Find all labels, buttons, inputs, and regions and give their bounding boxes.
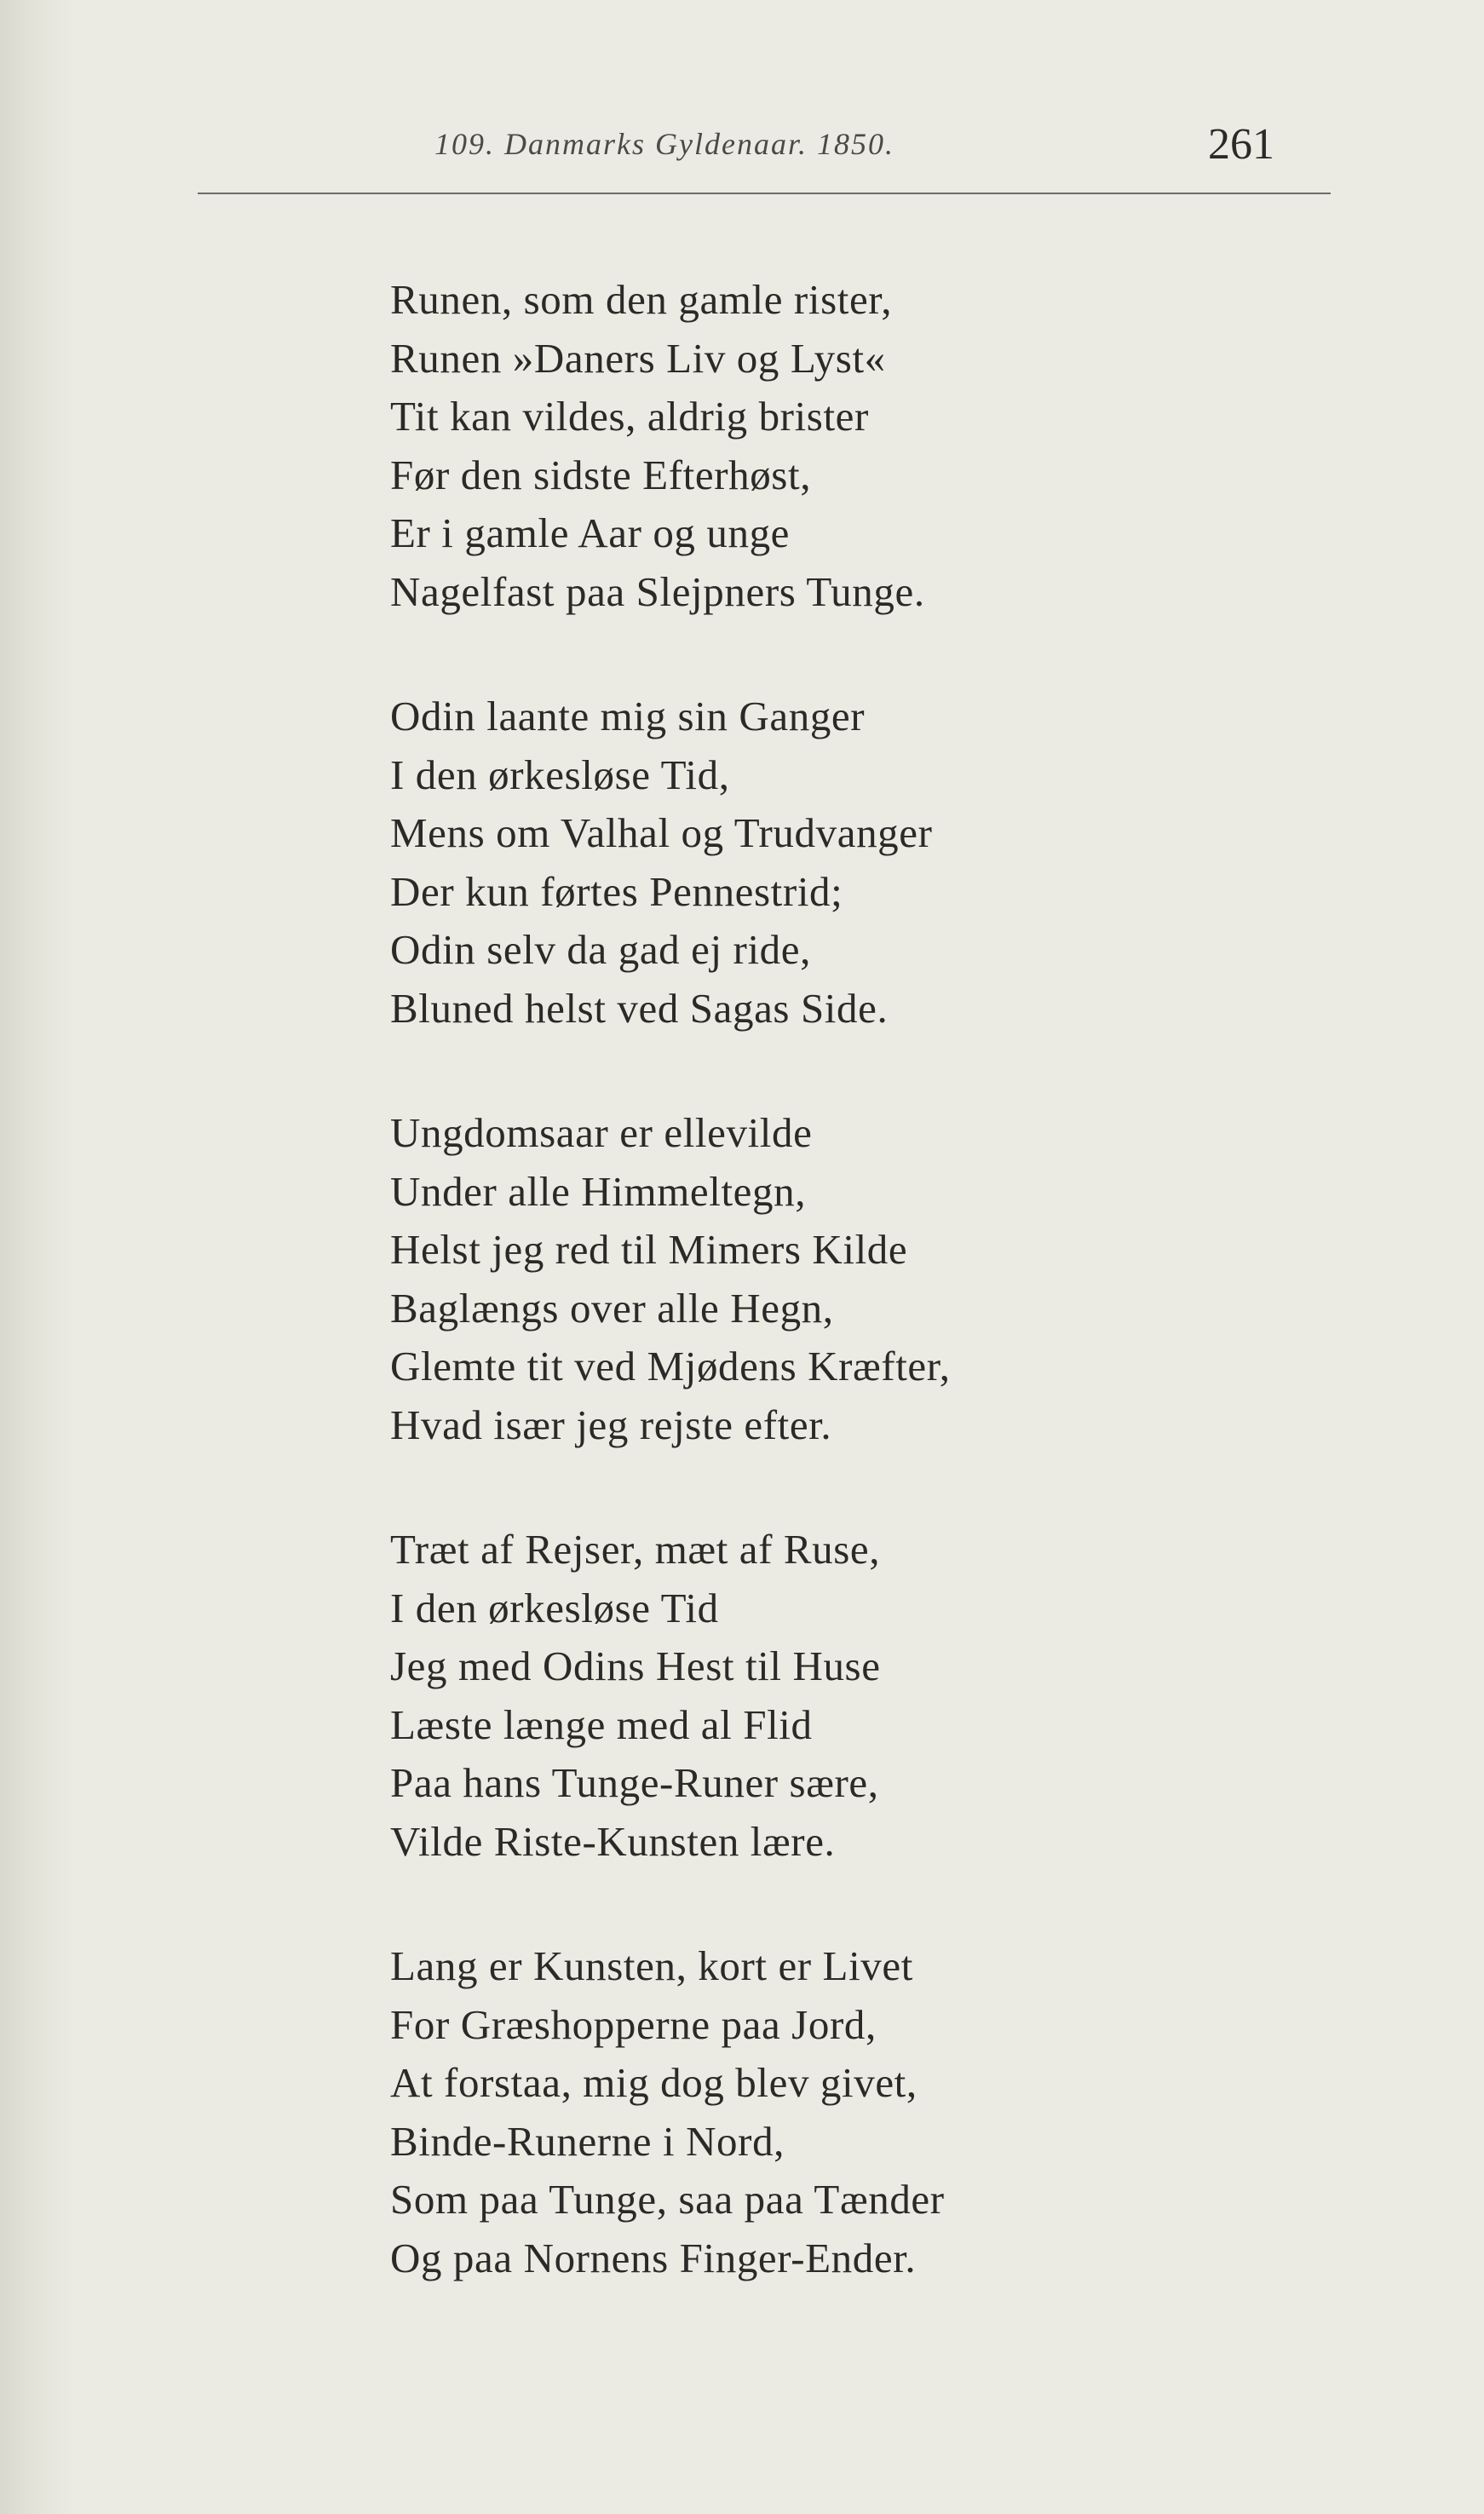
- poem-line: Tit kan vildes, aldrig brister: [390, 393, 869, 440]
- poem-line: Odin laante mig sin Ganger: [390, 693, 866, 739]
- poem-line: Hvad især jeg rejste efter.: [390, 1401, 832, 1448]
- poem-line: Som paa Tunge, saa paa Tænder: [390, 2176, 945, 2223]
- poem-line: Runen »Daners Liv og Lyst«: [390, 334, 886, 382]
- poem-line: Nagelfast paa Slejpners Tunge.: [390, 567, 925, 615]
- poem-line: Lang er Kunsten, kort er Livet: [390, 1942, 913, 1989]
- poem-line: Træt af Rejser, mæt af Ruse,: [390, 1526, 881, 1573]
- poem-line: For Græshopperne paa Jord,: [390, 2000, 877, 2048]
- stanza-5: [390, 1937, 1412, 2287]
- poem-line: Paa hans Tunge-Runer sære,: [390, 1759, 879, 1806]
- poem-line: Runen, som den gamle rister,: [390, 276, 893, 323]
- poem-line: I den ørkesløse Tid,: [390, 751, 730, 798]
- poem-line: Binde-Runerne i Nord,: [390, 2117, 785, 2165]
- poem-line: At forstaa, mig dog blev givet,: [390, 2059, 917, 2106]
- poem-line: Jeg med Odins Hest til Huse: [390, 1642, 881, 1689]
- stanza-2: [390, 687, 1412, 1038]
- poem-line: Læste længe med al Flid: [390, 1700, 813, 1748]
- page-number: 261: [1208, 120, 1274, 169]
- poem-line: Er i gamle Aar og unge: [390, 509, 791, 556]
- header-rule: [198, 193, 1331, 194]
- poem-line: I den ørkesløse Tid: [390, 1584, 719, 1631]
- poem-line: Der kun førtes Pennestrid;: [390, 867, 843, 915]
- poem: [390, 271, 1412, 2354]
- stanza-4: [390, 1521, 1412, 1871]
- page-header: [0, 0, 1484, 204]
- poem-line: Før den sidste Efterhøst,: [390, 451, 812, 498]
- poem-line: Glemte tit ved Mjødens Kræfter,: [390, 1343, 951, 1389]
- stanza-3: [390, 1104, 1412, 1454]
- poem-line: Ungdomsaar er ellevilde: [390, 1109, 813, 1156]
- poem-line: Vilde Riste-Kunsten lære.: [390, 1817, 836, 1865]
- poem-line: Bluned helst ved Sagas Side.: [390, 984, 889, 1032]
- poem-line: Og paa Nornens Finger-Ender.: [390, 2234, 917, 2281]
- running-head: 109. Danmarks Gyldenaar. 1850.: [434, 127, 894, 161]
- binding-shadow: [0, 0, 77, 2514]
- poem-line: Under alle Himmeltegn,: [390, 1167, 807, 1215]
- poem-line: Mens om Valhal og Trudvanger: [390, 809, 933, 856]
- poem-line: Helst jeg red til Mimers Kilde: [390, 1226, 908, 1273]
- stanza-1: [390, 271, 1412, 621]
- poem-line: Baglængs over alle Hegn,: [390, 1284, 834, 1332]
- poem-line: Odin selv da gad ej ride,: [390, 926, 811, 973]
